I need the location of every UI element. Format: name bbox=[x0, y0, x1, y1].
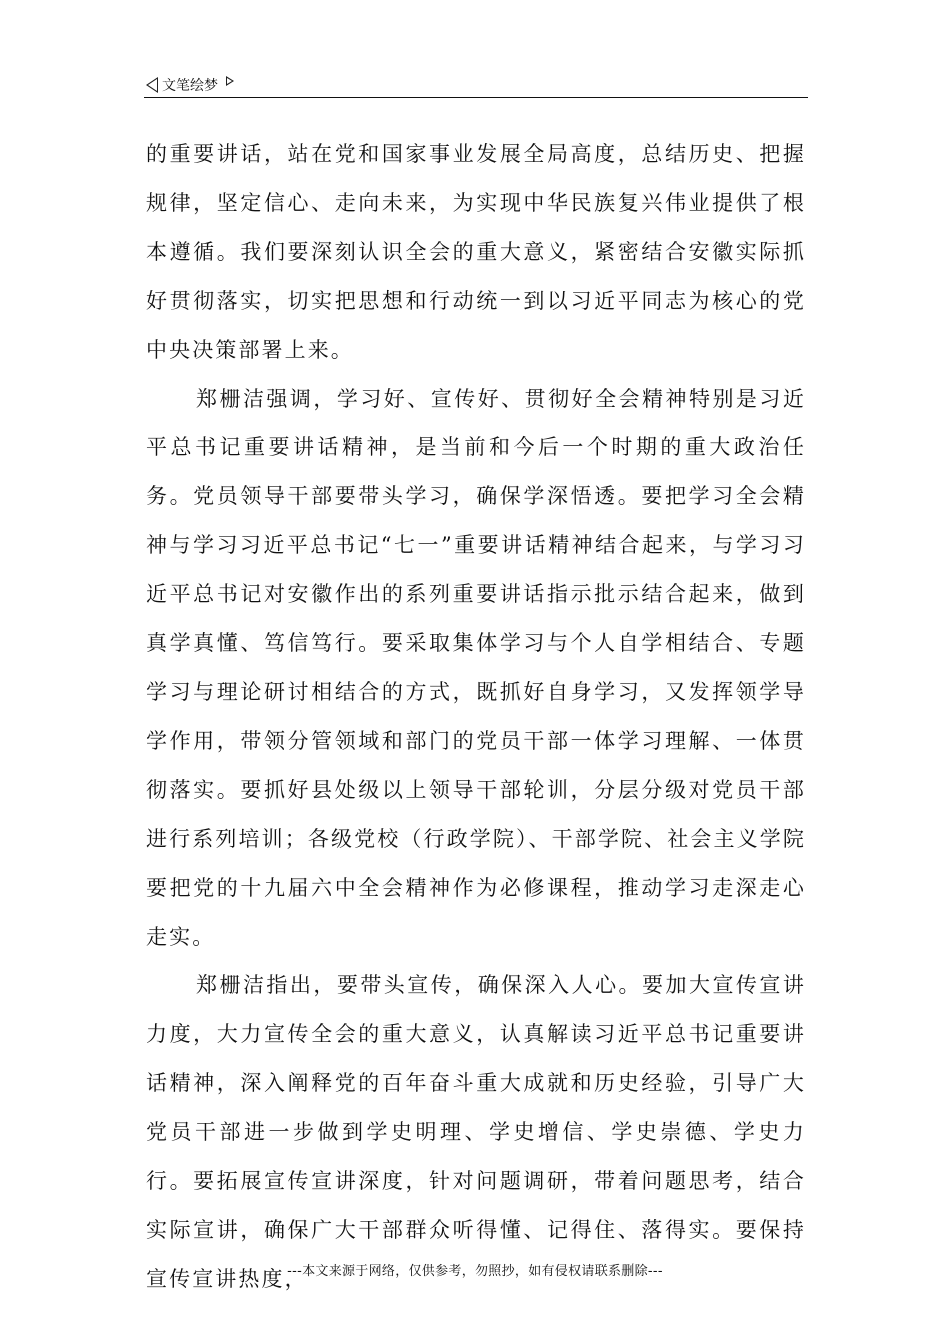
header-title: 文笔绘梦 bbox=[162, 78, 218, 94]
body-paragraph: 的重要讲话，站在党和国家事业发展全局高度，总结历史、把握规律，坚定信心、走向未来，为实现中华民族复兴伟业提供了根本遵循。我们要深刻认识全会的重大意义，紧密结合安徽实际抓好贯彻落实，切实把思想和行动统一到以习近平同志为核心的党中央决策部署上来。 bbox=[146, 142, 806, 362]
right-triangle-icon bbox=[226, 76, 234, 86]
header-rule bbox=[144, 97, 808, 98]
left-triangle-icon bbox=[146, 77, 158, 93]
body-paragraph: 郑栅洁指出，要带头宣传，确保深入人心。要加大宣传宣讲力度，大力宣传全会的重大意义，认真解读习近平总书记重要讲话精神，深入阐释党的百年奋斗重大成就和历史经验，引导广大党员干部进一步做到学史明理、学史增信、学史崇德、学史力行。要拓展宣传宣讲深度，针对问题调研，带着问题思考，结合实际宣讲，确保广大干部群众听得懂、记得住、落得实。要保持宣传宣讲热度， bbox=[146, 973, 806, 1291]
document-body bbox=[146, 130, 806, 1304]
footer-notice: ---本文来源于网络，仅供参考，勿照抄，如有侵权请联系删除--- bbox=[287, 1264, 663, 1279]
page-header bbox=[146, 74, 806, 96]
body-paragraph: 郑栅洁强调，学习好、宣传好、贯彻好全会精神特别是习近平总书记重要讲话精神，是当前和今后一个时期的重大政治任务。党员领导干部要带头学习，确保学深悟透。要把学习全会精神与学习习近平总书记“七一”重要讲话精神结合起来，与学习习近平总书记对安徽作出的系列重要讲话指示批示结合起来，做到真学真懂、笃信笃行。要采取集体学习与个人自学相结合、专题学习与理论研讨相结合的方式，既抓好自身学习，又发挥领学导学作用，带领分管领域和部门的党员干部一体学习理解、一体贯彻落实。要抓好县处级以上领导干部轮训，分层分级对党员干部进行系列培训；各级党校（行政学院）、干部学院、社会主义学院要把党的十九届六中全会精神作为必修课程，推动学习走深走心走实。 bbox=[146, 386, 806, 949]
